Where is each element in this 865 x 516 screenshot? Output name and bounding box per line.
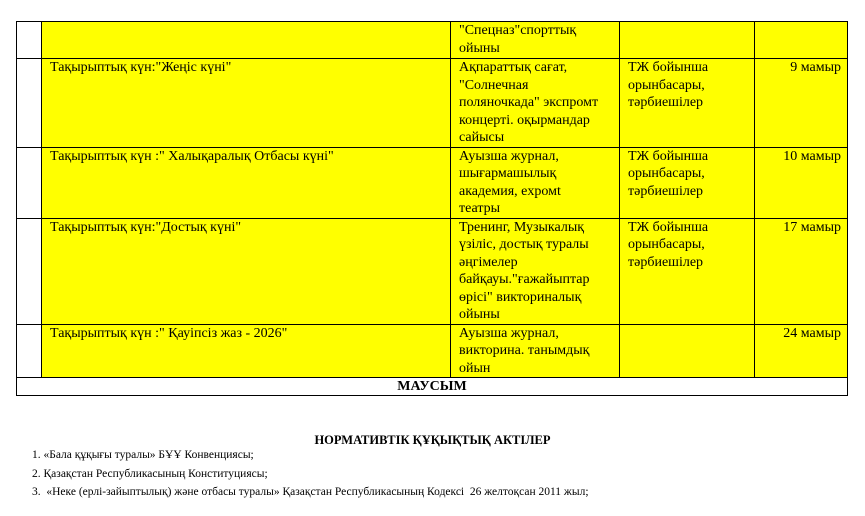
section-heading: НОРМАТИВТІК ҚҰҚЫҚТЫҚ АКТІЛЕР [314, 433, 551, 447]
row-index-cell [17, 218, 42, 324]
event-cell: Тақырыптық күн:"Достық күні" [42, 218, 451, 324]
activity-cell: Тренинг, Музыкалық үзіліс, достық туралы әңгімелер байқауы."ғажайыптар өрісі" викториналық ойыны [451, 218, 620, 324]
table-row [17, 59, 848, 148]
activity-cell: Ақпараттық сағат, "Солнечная поляночкада" экспромт концерті. оқырмандар сайысы [451, 59, 620, 148]
responsible-cell: ТЖ бойынша орынбасары, тәрбиешілер [620, 147, 755, 218]
table-row [17, 218, 848, 324]
date-cell: 10 мамыр [755, 147, 848, 218]
month-row [17, 378, 848, 396]
law-item: 2. Қазақстан Республикасының Конституциясы; [32, 468, 268, 480]
activity-cell: Ауызша журнал, викторина. танымдық ойын [451, 324, 620, 378]
date-cell [755, 22, 848, 59]
event-cell [42, 22, 451, 59]
date-cell: 17 мамыр [755, 218, 848, 324]
responsible-cell [620, 22, 755, 59]
event-cell: Тақырыптық күн :" Халықаралық Отбасы күні" [42, 147, 451, 218]
law-item: 1. «Бала құқығы туралы» БҰҰ Конвенциясы; [32, 449, 254, 461]
plan-table [16, 21, 848, 396]
table-row [17, 147, 848, 218]
responsible-cell [620, 324, 755, 378]
date-cell: 24 мамыр [755, 324, 848, 378]
row-index-cell [17, 22, 42, 59]
month-label: МАУСЫМ [17, 378, 848, 396]
activity-cell: Ауызша журнал, шығармашылық академия, exромt театры [451, 147, 620, 218]
event-cell: Тақырыптық күн :" Қауіпсіз жаз - 2026" [42, 324, 451, 378]
row-index-cell [17, 324, 42, 378]
responsible-cell: ТЖ бойынша орынбасары, тәрбиешілер [620, 218, 755, 324]
date-cell: 9 мамыр [755, 59, 848, 148]
activity-cell: "Спецназ"спорттық ойыны [451, 22, 620, 59]
table-row [17, 324, 848, 378]
responsible-cell: ТЖ бойынша орынбасары, тәрбиешілер [620, 59, 755, 148]
law-item: 3. «Неке (ерлі-зайыптылық) және отбасы туралы» Қазақстан Республикасының Кодексі 26 желтоқсан 2011 жыл; [32, 486, 589, 498]
table-row [17, 22, 848, 59]
row-index-cell [17, 59, 42, 148]
event-cell: Тақырыптық күн:"Жеңіс күні" [42, 59, 451, 148]
row-index-cell [17, 147, 42, 218]
